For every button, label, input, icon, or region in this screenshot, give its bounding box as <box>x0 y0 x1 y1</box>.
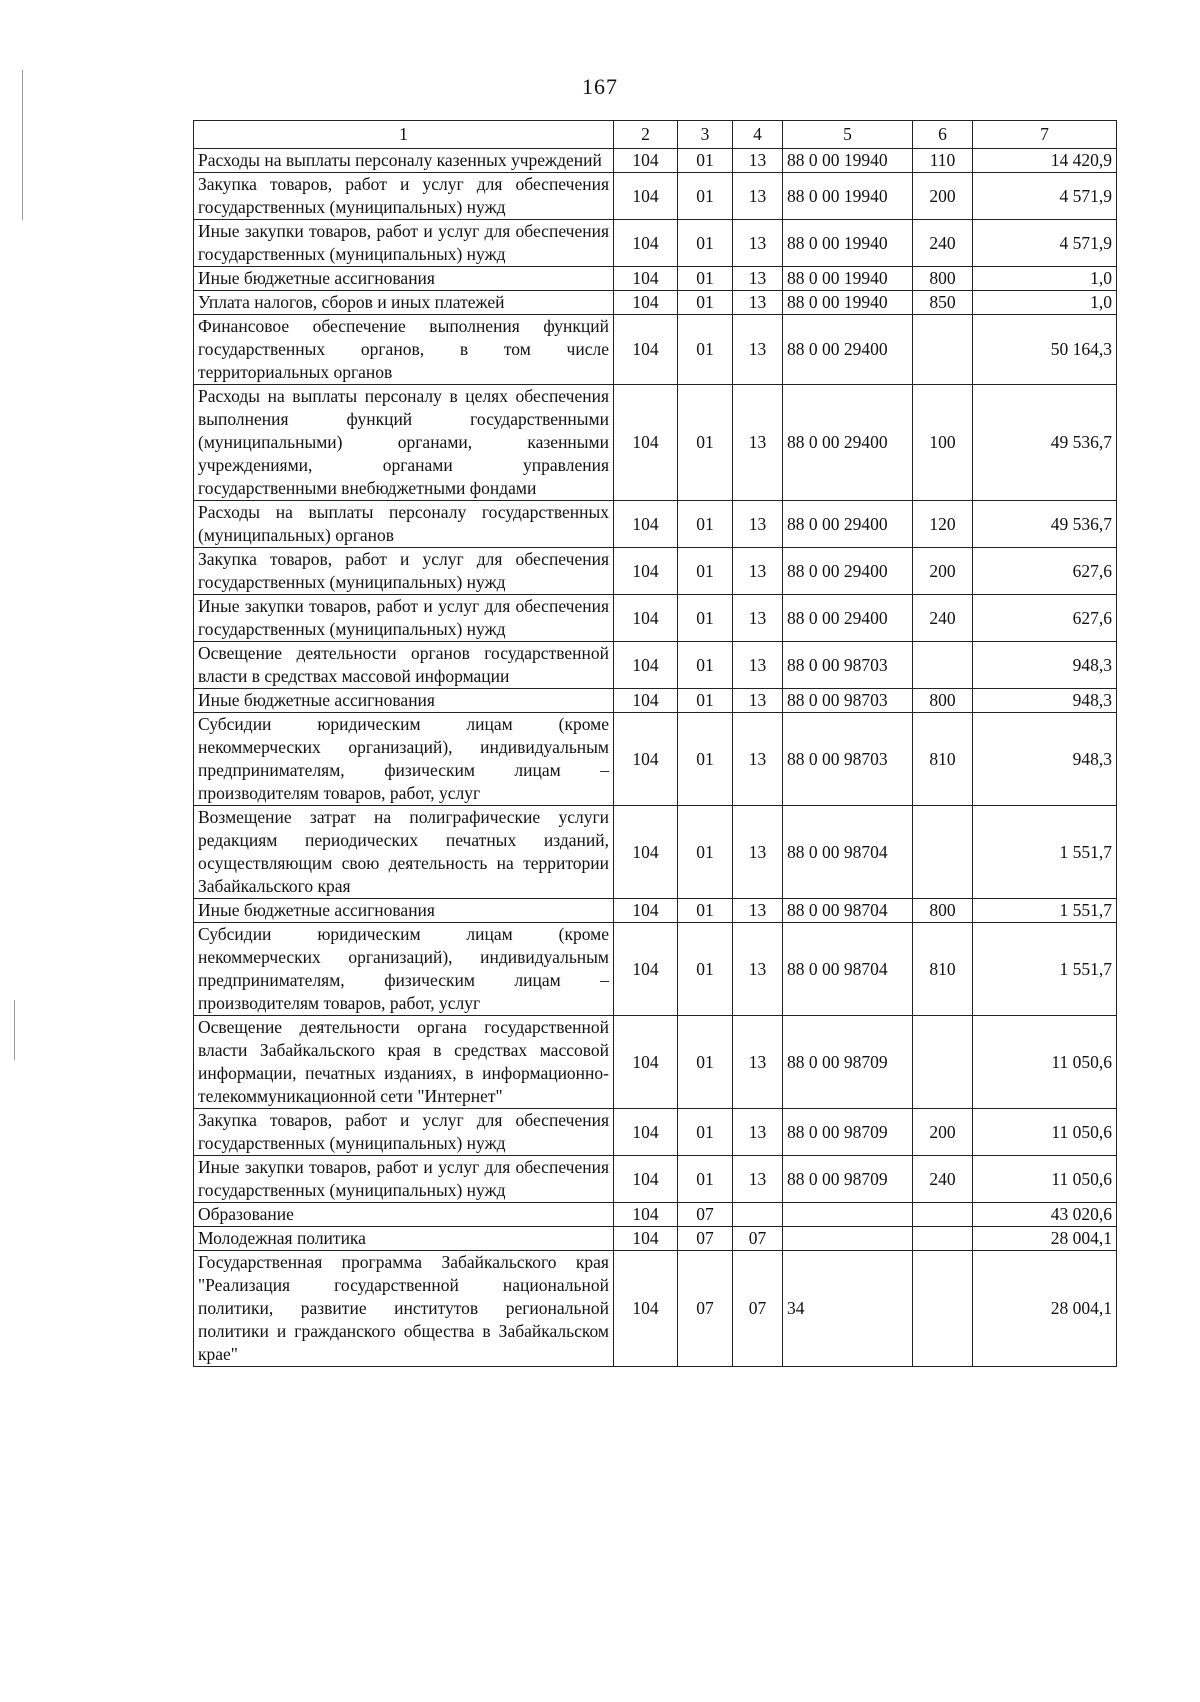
cell-amount: 43 020,6 <box>973 1203 1117 1227</box>
cell-subsection: 13 <box>733 899 783 923</box>
cell-section: 01 <box>678 689 733 713</box>
cell-description: Молодежная политика <box>194 1227 614 1251</box>
cell-section: 01 <box>678 642 733 689</box>
cell-section: 07 <box>678 1203 733 1227</box>
cell-expense-type: 200 <box>913 173 973 220</box>
cell-amount: 49 536,7 <box>973 501 1117 548</box>
cell-amount: 627,6 <box>973 548 1117 595</box>
cell-section: 01 <box>678 548 733 595</box>
cell-subsection: 13 <box>733 923 783 1016</box>
cell-subsection: 13 <box>733 713 783 806</box>
cell-expense-type: 100 <box>913 385 973 501</box>
cell-description: Закупка товаров, работ и услуг для обеспечения государственных (муниципальных) нужд <box>194 173 614 220</box>
cell-amount: 11 050,6 <box>973 1156 1117 1203</box>
table-row <box>194 173 1117 220</box>
cell-ministry-code: 104 <box>614 1016 678 1109</box>
cell-subsection: 13 <box>733 173 783 220</box>
cell-target-article: 88 0 00 98704 <box>783 923 913 1016</box>
cell-amount: 11 050,6 <box>973 1109 1117 1156</box>
cell-expense-type: 800 <box>913 899 973 923</box>
table-row <box>194 385 1117 501</box>
table-row <box>194 1016 1117 1109</box>
cell-description: Иные закупки товаров, работ и услуг для обеспечения государственных (муниципальных) нужд <box>194 1156 614 1203</box>
cell-description: Расходы на выплаты персоналу в целях обеспечения выполнения функций государственными (муниципальными) органами, казенными учреждениями, органами управления государственными внебюджетными фондами <box>194 385 614 501</box>
cell-section: 01 <box>678 1109 733 1156</box>
cell-target-article: 88 0 00 98703 <box>783 713 913 806</box>
cell-expense-type <box>913 315 973 385</box>
cell-target-article <box>783 1203 913 1227</box>
cell-amount: 948,3 <box>973 642 1117 689</box>
table-row <box>194 1251 1117 1367</box>
table-row <box>194 291 1117 315</box>
cell-ministry-code: 104 <box>614 548 678 595</box>
cell-amount: 49 536,7 <box>973 385 1117 501</box>
cell-ministry-code: 104 <box>614 1227 678 1251</box>
cell-subsection: 13 <box>733 642 783 689</box>
budget-table <box>193 120 1117 1367</box>
cell-subsection: 13 <box>733 149 783 173</box>
cell-amount: 50 164,3 <box>973 315 1117 385</box>
cell-expense-type: 800 <box>913 267 973 291</box>
cell-description: Иные бюджетные ассигнования <box>194 267 614 291</box>
header-col-2: 2 <box>614 121 678 149</box>
header-row <box>194 121 1117 149</box>
cell-ministry-code: 104 <box>614 899 678 923</box>
cell-amount: 627,6 <box>973 595 1117 642</box>
cell-expense-type: 200 <box>913 1109 973 1156</box>
cell-subsection: 13 <box>733 315 783 385</box>
cell-subsection: 13 <box>733 1156 783 1203</box>
cell-description: Иные бюджетные ассигнования <box>194 899 614 923</box>
table-row <box>194 1227 1117 1251</box>
cell-expense-type: 240 <box>913 595 973 642</box>
cell-target-article: 88 0 00 29400 <box>783 501 913 548</box>
cell-expense-type: 810 <box>913 713 973 806</box>
cell-amount: 948,3 <box>973 689 1117 713</box>
table-row <box>194 220 1117 267</box>
cell-ministry-code: 104 <box>614 291 678 315</box>
cell-subsection: 13 <box>733 267 783 291</box>
cell-amount: 948,3 <box>973 713 1117 806</box>
cell-ministry-code: 104 <box>614 315 678 385</box>
cell-section: 07 <box>678 1251 733 1367</box>
cell-amount: 1,0 <box>973 291 1117 315</box>
cell-section: 01 <box>678 1016 733 1109</box>
cell-expense-type <box>913 1251 973 1367</box>
cell-amount: 11 050,6 <box>973 1016 1117 1109</box>
cell-subsection: 13 <box>733 806 783 899</box>
cell-target-article: 88 0 00 98709 <box>783 1016 913 1109</box>
cell-expense-type: 800 <box>913 689 973 713</box>
table-row <box>194 548 1117 595</box>
cell-amount: 1 551,7 <box>973 923 1117 1016</box>
cell-section: 01 <box>678 149 733 173</box>
cell-ministry-code: 104 <box>614 595 678 642</box>
page-number: 167 <box>582 74 618 99</box>
cell-subsection: 13 <box>733 548 783 595</box>
cell-target-article: 88 0 00 29400 <box>783 315 913 385</box>
cell-expense-type <box>913 1203 973 1227</box>
cell-subsection: 13 <box>733 1016 783 1109</box>
header-col-5: 5 <box>783 121 913 149</box>
cell-ministry-code: 104 <box>614 689 678 713</box>
table-row <box>194 713 1117 806</box>
cell-amount: 28 004,1 <box>973 1251 1117 1367</box>
cell-section: 01 <box>678 1156 733 1203</box>
cell-description: Образование <box>194 1203 614 1227</box>
cell-target-article: 88 0 00 98709 <box>783 1109 913 1156</box>
cell-description: Освещение деятельности органов государственной власти в средствах массовой информации <box>194 642 614 689</box>
cell-expense-type <box>913 1016 973 1109</box>
table-row <box>194 689 1117 713</box>
cell-description: Иные закупки товаров, работ и услуг для обеспечения государственных (муниципальных) нужд <box>194 220 614 267</box>
cell-target-article: 88 0 00 98704 <box>783 806 913 899</box>
cell-section: 01 <box>678 315 733 385</box>
cell-amount: 1,0 <box>973 267 1117 291</box>
cell-ministry-code: 104 <box>614 149 678 173</box>
cell-section: 01 <box>678 173 733 220</box>
cell-ministry-code: 104 <box>614 1109 678 1156</box>
cell-amount: 1 551,7 <box>973 806 1117 899</box>
cell-ministry-code: 104 <box>614 385 678 501</box>
cell-description: Государственная программа Забайкальского края "Реализация государственной национальной политики, развитие институтов региональной политики и гражданского общества в Забайкальском крае" <box>194 1251 614 1367</box>
cell-subsection <box>733 1203 783 1227</box>
cell-section: 01 <box>678 267 733 291</box>
cell-target-article: 88 0 00 19940 <box>783 220 913 267</box>
cell-description: Финансовое обеспечение выполнения функций государственных органов, в том числе территориальных органов <box>194 315 614 385</box>
cell-description: Уплата налогов, сборов и иных платежей <box>194 291 614 315</box>
cell-description: Освещение деятельности органа государственной власти Забайкальского края в средствах массовой информации, печатных изданиях, в информационно-телекоммуникационной сети "Интернет" <box>194 1016 614 1109</box>
cell-amount: 1 551,7 <box>973 899 1117 923</box>
cell-description: Расходы на выплаты персоналу казенных учреждений <box>194 149 614 173</box>
cell-ministry-code: 104 <box>614 1251 678 1367</box>
cell-target-article: 34 <box>783 1251 913 1367</box>
cell-expense-type: 240 <box>913 1156 973 1203</box>
cell-target-article: 88 0 00 98709 <box>783 1156 913 1203</box>
cell-target-article <box>783 1227 913 1251</box>
header-col-6: 6 <box>913 121 973 149</box>
scan-mark <box>14 1000 15 1060</box>
cell-target-article: 88 0 00 98703 <box>783 642 913 689</box>
table-row <box>194 899 1117 923</box>
cell-expense-type: 240 <box>913 220 973 267</box>
table-row <box>194 1109 1117 1156</box>
cell-section: 01 <box>678 713 733 806</box>
cell-ministry-code: 104 <box>614 713 678 806</box>
table-row <box>194 315 1117 385</box>
cell-expense-type <box>913 806 973 899</box>
cell-subsection: 13 <box>733 1109 783 1156</box>
cell-section: 01 <box>678 595 733 642</box>
cell-subsection: 07 <box>733 1251 783 1367</box>
cell-section: 01 <box>678 806 733 899</box>
cell-expense-type: 120 <box>913 501 973 548</box>
cell-amount: 4 571,9 <box>973 220 1117 267</box>
cell-subsection: 13 <box>733 385 783 501</box>
cell-subsection: 13 <box>733 689 783 713</box>
cell-section: 01 <box>678 220 733 267</box>
cell-description: Субсидии юридическим лицам (кроме некоммерческих организаций), индивидуальным предпринимателям, физическим лицам – производителям товаров, работ, услуг <box>194 923 614 1016</box>
cell-subsection: 13 <box>733 501 783 548</box>
cell-description: Иные бюджетные ассигнования <box>194 689 614 713</box>
cell-target-article: 88 0 00 19940 <box>783 267 913 291</box>
cell-ministry-code: 104 <box>614 806 678 899</box>
header-col-3: 3 <box>678 121 733 149</box>
header-col-1: 1 <box>194 121 614 149</box>
cell-ministry-code: 104 <box>614 501 678 548</box>
cell-ministry-code: 104 <box>614 1156 678 1203</box>
cell-description: Иные закупки товаров, работ и услуг для обеспечения государственных (муниципальных) нужд <box>194 595 614 642</box>
cell-ministry-code: 104 <box>614 642 678 689</box>
cell-expense-type <box>913 1227 973 1251</box>
cell-description: Возмещение затрат на полиграфические услуги редакциям периодических печатных изданий, осуществляющим свою деятельность на территории Забайкальского края <box>194 806 614 899</box>
scan-mark <box>22 70 23 220</box>
cell-section: 01 <box>678 291 733 315</box>
header-col-4: 4 <box>733 121 783 149</box>
cell-ministry-code: 104 <box>614 923 678 1016</box>
cell-subsection: 13 <box>733 291 783 315</box>
cell-target-article: 88 0 00 29400 <box>783 385 913 501</box>
cell-expense-type <box>913 642 973 689</box>
cell-expense-type: 810 <box>913 923 973 1016</box>
cell-ministry-code: 104 <box>614 173 678 220</box>
table-row <box>194 149 1117 173</box>
cell-section: 01 <box>678 923 733 1016</box>
cell-expense-type: 110 <box>913 149 973 173</box>
cell-subsection: 07 <box>733 1227 783 1251</box>
table-row <box>194 595 1117 642</box>
table-row <box>194 806 1117 899</box>
cell-expense-type: 850 <box>913 291 973 315</box>
table-row <box>194 501 1117 548</box>
cell-expense-type: 200 <box>913 548 973 595</box>
cell-description: Расходы на выплаты персоналу государственных (муниципальных) органов <box>194 501 614 548</box>
cell-section: 01 <box>678 899 733 923</box>
cell-target-article: 88 0 00 19940 <box>783 291 913 315</box>
table-row <box>194 923 1117 1016</box>
cell-ministry-code: 104 <box>614 1203 678 1227</box>
table-row <box>194 267 1117 291</box>
cell-target-article: 88 0 00 98704 <box>783 899 913 923</box>
cell-ministry-code: 104 <box>614 267 678 291</box>
cell-target-article: 88 0 00 19940 <box>783 149 913 173</box>
cell-target-article: 88 0 00 19940 <box>783 173 913 220</box>
cell-amount: 14 420,9 <box>973 149 1117 173</box>
cell-amount: 4 571,9 <box>973 173 1117 220</box>
cell-target-article: 88 0 00 29400 <box>783 595 913 642</box>
header-col-7: 7 <box>973 121 1117 149</box>
cell-description: Закупка товаров, работ и услуг для обеспечения государственных (муниципальных) нужд <box>194 1109 614 1156</box>
cell-target-article: 88 0 00 98703 <box>783 689 913 713</box>
table-row <box>194 642 1117 689</box>
cell-ministry-code: 104 <box>614 220 678 267</box>
table-row <box>194 1203 1117 1227</box>
cell-description: Закупка товаров, работ и услуг для обеспечения государственных (муниципальных) нужд <box>194 548 614 595</box>
cell-subsection: 13 <box>733 220 783 267</box>
table-row <box>194 1156 1117 1203</box>
cell-target-article: 88 0 00 29400 <box>783 548 913 595</box>
cell-section: 01 <box>678 385 733 501</box>
cell-section: 01 <box>678 501 733 548</box>
cell-amount: 28 004,1 <box>973 1227 1117 1251</box>
cell-description: Субсидии юридическим лицам (кроме некоммерческих организаций), индивидуальным предпринимателям, физическим лицам – производителям товаров, работ, услуг <box>194 713 614 806</box>
cell-section: 07 <box>678 1227 733 1251</box>
cell-subsection: 13 <box>733 595 783 642</box>
